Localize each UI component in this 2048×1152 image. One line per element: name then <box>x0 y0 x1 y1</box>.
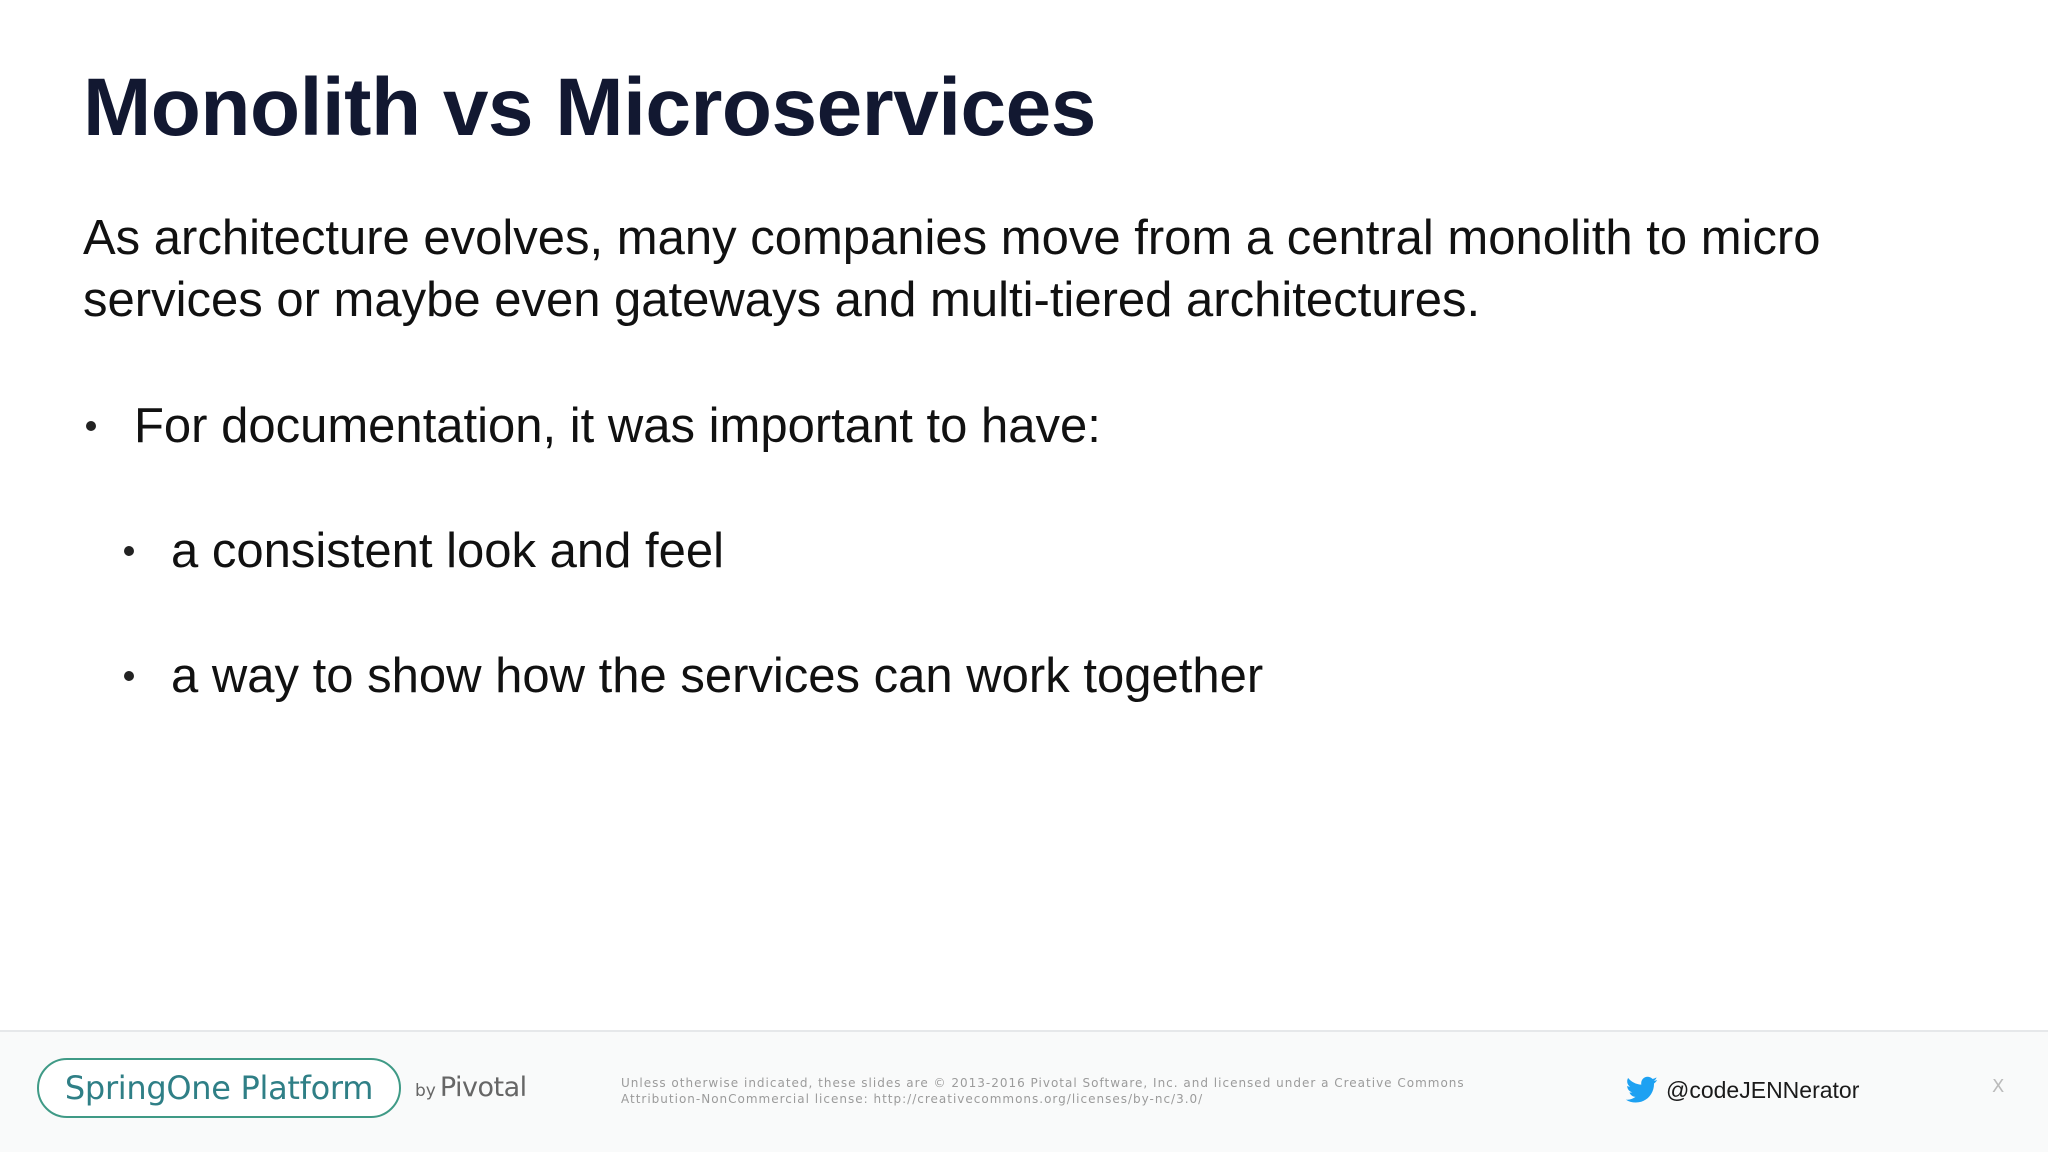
by-label: by <box>415 1081 436 1101</box>
bullet-dot-icon <box>124 546 134 556</box>
close-icon[interactable]: X <box>1992 1076 2005 1097</box>
license-notice <box>621 1075 1481 1107</box>
bullet-text: a way to show how the services can work together <box>171 649 1264 703</box>
sub-bullet-item <box>171 520 724 582</box>
pivotal-label: Pivotal <box>439 1072 527 1103</box>
twitter-bird-icon <box>1626 1076 1658 1104</box>
bullet-dot-icon <box>86 421 96 431</box>
slide-footer <box>0 1030 2048 1152</box>
springone-logo <box>37 1058 401 1118</box>
bullet-dot-icon <box>124 671 134 681</box>
bullet-text: For documentation, it was important to have: <box>134 399 1101 453</box>
slide-title: Monolith vs Microservices <box>83 62 1096 153</box>
pivotal-logo <box>415 1072 527 1103</box>
intro-paragraph: As architecture evolves, many companies move from a central monolith to micro services or maybe even gateways and multi-tiered architectures. <box>83 211 1821 327</box>
twitter-handle-block <box>1626 1076 1859 1104</box>
license-line: Unless otherwise indicated, these slides are © 2013-2016 Pivotal Software, Inc. and licensed under a Creative Commons <box>621 1076 1465 1090</box>
twitter-handle: @codeJENNerator <box>1666 1076 1860 1103</box>
logo-text: SpringOne Platform <box>64 1069 374 1107</box>
bullet-item <box>134 395 1101 457</box>
license-line: Attribution-NonCommercial license: http://creativecommons.org/licenses/by-nc/3.0/ <box>621 1092 1204 1106</box>
sub-bullet-item <box>171 645 1263 707</box>
bullet-text: a consistent look and feel <box>171 524 724 578</box>
